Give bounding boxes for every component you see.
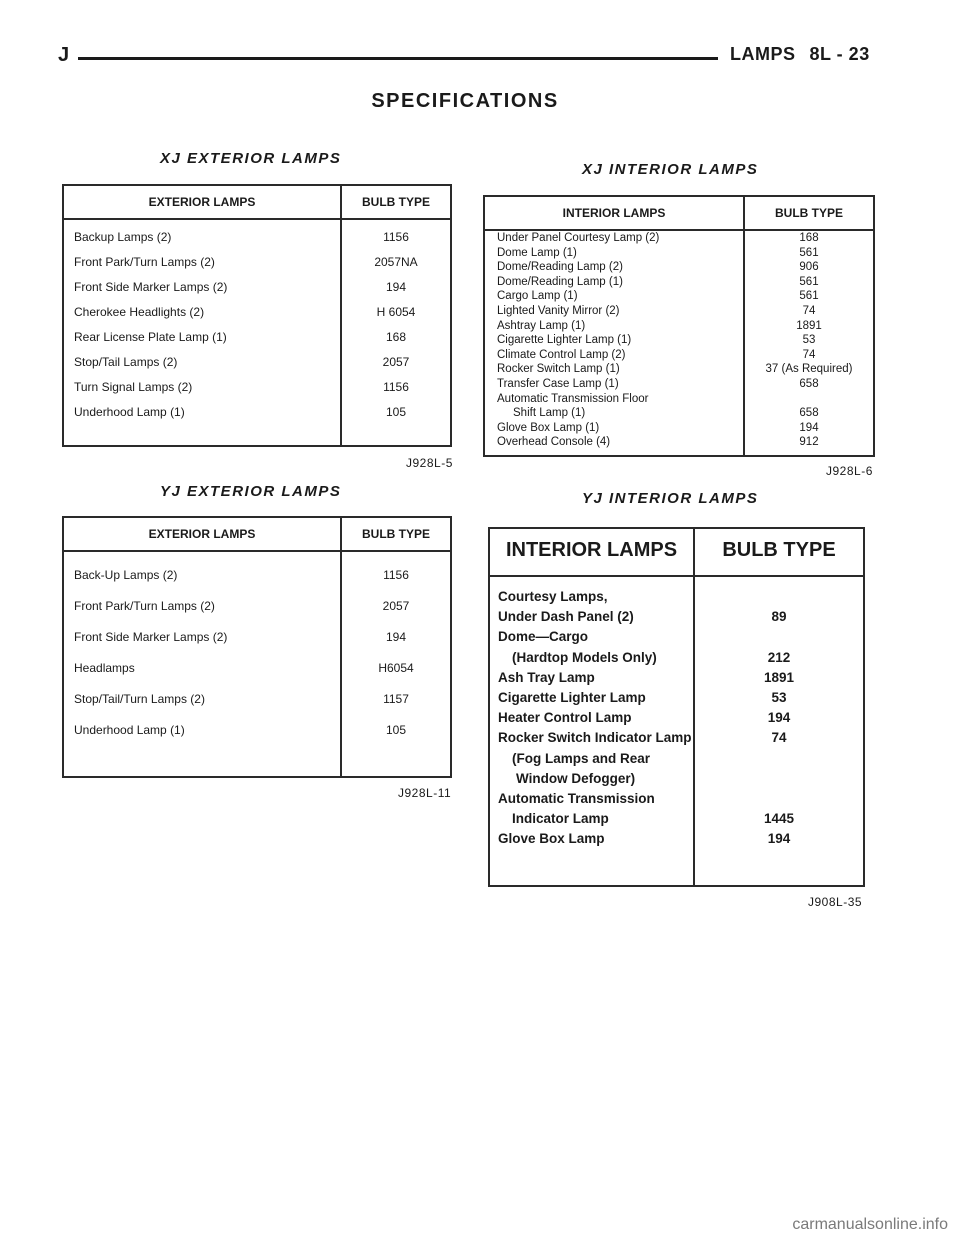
yj-interior-figure-id: J908L-35 bbox=[808, 895, 863, 909]
bulb-type-value: 105 bbox=[385, 405, 407, 419]
xj-interior-title: XJ INTERIOR LAMPS bbox=[582, 161, 759, 178]
lamp-name: Cherokee Headlights (2) bbox=[74, 305, 205, 319]
exterior-lamps-header: EXTERIOR LAMPS bbox=[148, 527, 256, 541]
table-row bbox=[64, 692, 450, 723]
table-row bbox=[485, 247, 873, 262]
table-row bbox=[490, 670, 863, 690]
lamp-name: Dome/Reading Lamp (1) bbox=[497, 275, 623, 288]
xj-exterior-table bbox=[62, 184, 452, 447]
lamp-name: Automatic Transmission bbox=[498, 791, 655, 806]
lamp-name: Front Side Marker Lamps (2) bbox=[74, 280, 228, 294]
table-row bbox=[485, 378, 873, 393]
bulb-type-header: BULB TYPE bbox=[361, 195, 430, 209]
bulb-type-value: H 6054 bbox=[376, 305, 416, 319]
table-row bbox=[490, 791, 863, 811]
table-row bbox=[485, 363, 873, 378]
bulb-type-value: 53 bbox=[771, 690, 787, 705]
header-rule bbox=[78, 57, 718, 60]
lamp-name: Turn Signal Lamps (2) bbox=[74, 380, 193, 394]
bulb-type-value: 168 bbox=[385, 330, 407, 344]
table-row bbox=[490, 609, 863, 629]
bulb-type-value: H6054 bbox=[378, 661, 414, 675]
bulb-type-value: 168 bbox=[799, 232, 819, 244]
table-row bbox=[485, 393, 873, 408]
bulb-type-value: 1156 bbox=[383, 230, 409, 244]
header-rule bbox=[485, 229, 873, 231]
xj-exterior-title: XJ EXTERIOR LAMPS bbox=[160, 150, 342, 167]
yj-exterior-title: YJ EXTERIOR LAMPS bbox=[160, 483, 342, 500]
lamp-name: Rocker Switch Lamp (1) bbox=[497, 363, 620, 376]
header-rule bbox=[64, 550, 450, 552]
lamp-name: Dome—Cargo bbox=[498, 629, 589, 645]
bulb-type-value: 1157 bbox=[383, 692, 409, 706]
header-section-letter: J bbox=[58, 44, 70, 66]
bulb-type-value: 906 bbox=[799, 261, 819, 274]
table-row bbox=[64, 568, 450, 599]
lamp-name: Headlamps bbox=[74, 661, 135, 675]
table-row bbox=[485, 305, 873, 320]
exterior-lamps-header: EXTERIOR LAMPS bbox=[148, 195, 256, 209]
table-row bbox=[64, 405, 450, 430]
table-row bbox=[490, 831, 863, 851]
bulb-type-header: BULB TYPE bbox=[722, 539, 836, 561]
interior-lamps-header: INTERIOR LAMPS bbox=[505, 539, 678, 561]
table-row bbox=[485, 261, 873, 276]
table-row bbox=[64, 661, 450, 692]
lamp-name: Cargo Lamp (1) bbox=[497, 290, 578, 303]
bulb-type-value: 212 bbox=[767, 649, 791, 665]
lamp-name: (Fog Lamps and Rear bbox=[512, 750, 651, 766]
lamp-name: Courtesy Lamps, bbox=[498, 589, 608, 604]
lamp-name: (Hardtop Models Only) bbox=[512, 649, 657, 665]
bulb-type-value: 1445 bbox=[763, 811, 795, 827]
xj-interior-figure-id: J928L-6 bbox=[826, 464, 873, 478]
bulb-type-value: 658 bbox=[799, 407, 819, 420]
page-title: SPECIFICATIONS bbox=[371, 90, 559, 112]
lamp-name: Backup Lamps (2) bbox=[74, 230, 172, 244]
lamp-name: Stop/Tail/Turn Lamps (2) bbox=[74, 692, 205, 706]
lamp-name: Shift Lamp (1) bbox=[513, 407, 586, 420]
table-row bbox=[490, 690, 863, 710]
lamp-name: Underhood Lamp (1) bbox=[74, 405, 185, 419]
table-row bbox=[485, 436, 873, 451]
lamp-name: Dome/Reading Lamp (2) bbox=[497, 261, 623, 274]
lamp-name: Glove Box Lamp bbox=[498, 831, 605, 847]
bulb-type-header: BULB TYPE bbox=[774, 206, 843, 220]
bulb-type-value: 658 bbox=[799, 378, 819, 390]
table-row bbox=[485, 334, 873, 349]
bulb-type-value: 561 bbox=[799, 290, 819, 303]
bulb-type-value: 194 bbox=[385, 630, 407, 644]
bulb-type-value: 74 bbox=[802, 348, 816, 361]
table-row bbox=[490, 751, 863, 771]
lamp-name: Front Side Marker Lamps (2) bbox=[74, 630, 228, 644]
table-row bbox=[485, 276, 873, 291]
lamp-name: Stop/Tail Lamps (2) bbox=[74, 355, 178, 369]
lamp-name: Automatic Transmission Floor bbox=[497, 392, 649, 405]
bulb-type-value: 1891 bbox=[796, 319, 822, 332]
bulb-type-value: 194 bbox=[767, 831, 791, 847]
table-row bbox=[64, 355, 450, 380]
table-row bbox=[485, 232, 873, 247]
table-row bbox=[64, 599, 450, 630]
lamp-name: Front Park/Turn Lamps (2) bbox=[74, 255, 215, 269]
lamp-name: Climate Control Lamp (2) bbox=[497, 348, 626, 361]
bulb-type-value: 74 bbox=[771, 730, 787, 746]
bulb-type-value: 194 bbox=[385, 280, 407, 294]
table-row bbox=[490, 650, 863, 670]
yj-interior-title: YJ INTERIOR LAMPS bbox=[582, 490, 759, 507]
table-row bbox=[485, 349, 873, 364]
table-row bbox=[64, 280, 450, 305]
table-row bbox=[490, 710, 863, 730]
lamp-name: Dome Lamp (1) bbox=[497, 246, 577, 259]
table-row bbox=[64, 723, 450, 754]
table-row bbox=[490, 811, 863, 831]
lamp-name: Back-Up Lamps (2) bbox=[74, 568, 178, 582]
lamp-name: Lighted Vanity Mirror (2) bbox=[497, 305, 620, 317]
footer-watermark: carmanualsonline.info bbox=[792, 1216, 948, 1233]
bulb-type-value: 561 bbox=[799, 275, 819, 288]
table-row bbox=[64, 630, 450, 661]
bulb-type-value: 194 bbox=[799, 421, 819, 434]
lamp-name: Under Dash Panel (2) bbox=[498, 609, 634, 625]
bulb-type-value: 105 bbox=[385, 723, 407, 737]
lamp-name: Indicator Lamp bbox=[512, 811, 609, 827]
lamp-name: Cigarette Lighter Lamp bbox=[498, 690, 646, 705]
header-rule bbox=[64, 218, 450, 220]
table-row bbox=[490, 589, 863, 609]
table-row bbox=[64, 230, 450, 255]
bulb-type-value: 1156 bbox=[383, 568, 409, 582]
bulb-type-value: 194 bbox=[767, 710, 791, 726]
lamp-name: Transfer Case Lamp (1) bbox=[497, 378, 619, 390]
table-row bbox=[485, 290, 873, 305]
header-rule bbox=[490, 575, 863, 577]
bulb-type-value: 1891 bbox=[763, 669, 795, 685]
table-row bbox=[64, 305, 450, 330]
table-row bbox=[485, 320, 873, 335]
lamp-name: Glove Box Lamp (1) bbox=[497, 421, 600, 434]
bulb-type-value: 1156 bbox=[383, 380, 409, 394]
lamp-name: Cigarette Lighter Lamp (1) bbox=[497, 334, 632, 347]
table-row bbox=[64, 380, 450, 405]
lamp-name: Heater Control Lamp bbox=[498, 710, 632, 726]
header-page-number: 8L - 23 bbox=[809, 44, 870, 64]
header-page-info bbox=[730, 44, 884, 65]
lamp-name: Rear License Plate Lamp (1) bbox=[74, 330, 227, 344]
bulb-type-value: 2057 bbox=[382, 599, 410, 613]
yj-interior-table bbox=[488, 527, 865, 887]
table-row bbox=[64, 330, 450, 355]
lamp-name: Underhood Lamp (1) bbox=[74, 723, 185, 737]
table-row bbox=[485, 407, 873, 422]
yj-exterior-figure-id: J928L-11 bbox=[398, 786, 452, 800]
bulb-type-value: 2057NA bbox=[374, 255, 418, 269]
bulb-type-header: BULB TYPE bbox=[361, 527, 430, 541]
bulb-type-value: 53 bbox=[802, 334, 816, 347]
lamp-name: Overhead Console (4) bbox=[497, 436, 611, 449]
bulb-type-value: 74 bbox=[802, 305, 816, 317]
lamp-name: Ashtray Lamp (1) bbox=[497, 319, 586, 332]
bulb-type-value: 89 bbox=[771, 609, 787, 625]
xj-interior-table bbox=[483, 195, 875, 457]
lamp-name: Window Defogger) bbox=[516, 770, 636, 786]
bulb-type-value: 2057 bbox=[382, 355, 410, 369]
yj-exterior-table bbox=[62, 516, 452, 778]
table-row bbox=[490, 771, 863, 791]
bulb-type-value: 912 bbox=[799, 436, 819, 449]
table-row bbox=[490, 629, 863, 649]
table-row bbox=[64, 255, 450, 280]
table-row bbox=[485, 422, 873, 437]
bulb-type-value: 37 (As Required) bbox=[765, 363, 853, 376]
lamp-name: Ash Tray Lamp bbox=[498, 669, 595, 685]
lamp-name: Rocker Switch Indicator Lamp bbox=[498, 730, 692, 746]
interior-lamps-header: INTERIOR LAMPS bbox=[562, 206, 666, 220]
xj-exterior-figure-id: J928L-5 bbox=[406, 456, 453, 470]
lamp-name: Under Panel Courtesy Lamp (2) bbox=[497, 232, 660, 244]
bulb-type-value: 561 bbox=[799, 246, 819, 259]
header-section-name: LAMPS bbox=[730, 44, 796, 64]
table-row bbox=[490, 730, 863, 750]
lamp-name: Front Park/Turn Lamps (2) bbox=[74, 599, 215, 613]
